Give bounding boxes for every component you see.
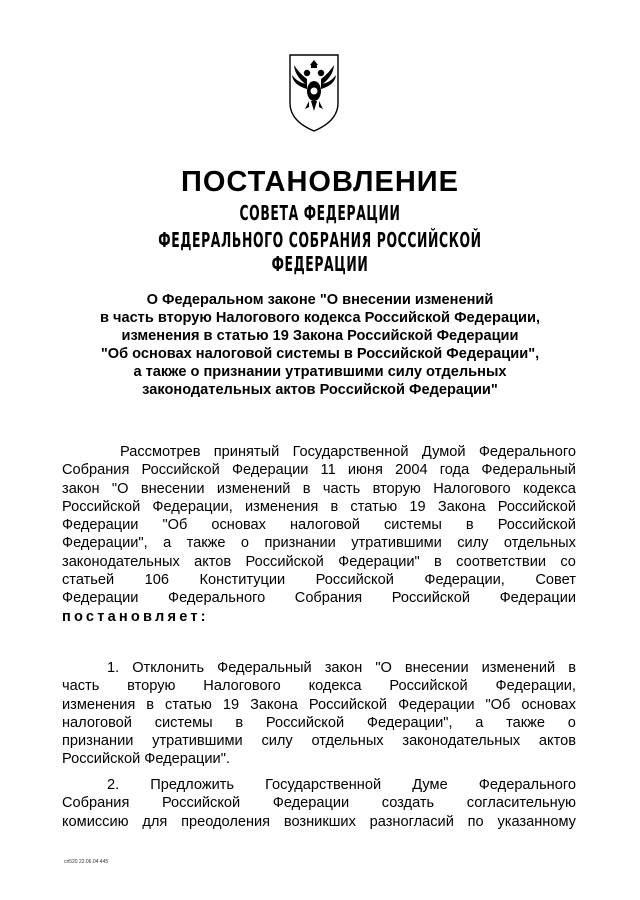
text-line xyxy=(62,480,576,498)
word: в xyxy=(465,517,474,534)
issuer-line-2: ФЕДЕРАЛЬНОГО СОБРАНИЯ РОССИЙСКОЙ ФЕДЕРАЦИИ xyxy=(158,228,482,276)
word: 2004 xyxy=(395,462,428,479)
word: в xyxy=(434,553,442,570)
word: законодательных xyxy=(62,553,180,570)
subject-line: О Федеральном законе "О внесении изменений xyxy=(146,292,494,308)
word: внесении xyxy=(404,660,469,676)
word: Федерации, xyxy=(424,572,505,589)
word: Федерации, xyxy=(152,498,233,515)
text-line xyxy=(62,608,576,626)
subject-line: а также о признании утратившими силу отдельных xyxy=(133,364,507,380)
word: Российской xyxy=(391,590,470,607)
text-line xyxy=(62,750,576,768)
word: Российской xyxy=(245,553,324,570)
text-line xyxy=(62,794,576,812)
word: принятый xyxy=(213,444,280,460)
word: Налогового xyxy=(433,480,511,497)
word: основах xyxy=(521,696,576,713)
word: разногласий xyxy=(369,813,454,830)
word: Федерации", xyxy=(62,535,148,552)
word: Российской xyxy=(497,517,576,534)
word: Федерации, xyxy=(495,678,576,695)
resolution-subject xyxy=(60,291,580,399)
subject-line: в часть вторую Налогового кодекса Российской Федерации, xyxy=(99,310,541,326)
word: Федерации xyxy=(62,517,139,534)
word: в xyxy=(302,480,311,497)
word: Предложить xyxy=(150,777,235,793)
word: Федерации xyxy=(398,696,475,713)
word: внесении xyxy=(140,480,205,497)
word: Думой xyxy=(421,444,466,460)
word: часть xyxy=(62,678,100,695)
item-1-paragraph xyxy=(62,659,576,769)
word: статью xyxy=(165,696,212,713)
word: Федерации xyxy=(272,795,350,812)
word: основах xyxy=(211,517,266,534)
word: Федерального xyxy=(168,590,266,607)
word: 2. xyxy=(107,777,120,793)
word: Федерации" xyxy=(338,553,420,570)
word: силу xyxy=(457,535,489,552)
word: изменений xyxy=(481,660,556,676)
word: Федерации", xyxy=(366,714,453,731)
word: по xyxy=(467,813,484,830)
word: в xyxy=(568,660,576,676)
word: Федерального xyxy=(478,444,576,460)
word: в xyxy=(146,696,155,713)
word: кодекса xyxy=(522,480,576,497)
word: комиссию xyxy=(62,813,129,830)
word: Собрания xyxy=(62,795,130,812)
subject-line: изменения в статью 19 Закона Российской Федерации xyxy=(121,328,519,344)
word: статьей xyxy=(62,572,115,589)
word: Конституции xyxy=(199,572,286,589)
text-line xyxy=(62,571,576,589)
word: июня xyxy=(347,462,383,479)
text-line xyxy=(62,498,576,516)
word: в xyxy=(330,498,339,515)
word: также xyxy=(186,535,226,552)
word: Российской xyxy=(62,498,141,515)
word: о xyxy=(240,535,250,552)
text-line-end: Российской Федерации". xyxy=(62,751,230,768)
text-line xyxy=(62,696,576,714)
text-line xyxy=(62,461,576,479)
double-headed-eagle-emblem-icon xyxy=(285,51,343,133)
word: законодательных xyxy=(402,733,521,750)
word: "О xyxy=(111,480,129,497)
word: актов xyxy=(538,733,576,750)
word: силу xyxy=(261,733,293,750)
word: года xyxy=(439,462,470,479)
word: согласительную xyxy=(466,795,576,812)
word: Федерации xyxy=(231,462,309,479)
word: изменения xyxy=(245,498,319,515)
text-line xyxy=(62,732,576,750)
word: Российской xyxy=(308,696,388,713)
document-code: сп520 22.06.04 445 xyxy=(64,859,109,865)
word: Закона xyxy=(437,498,486,515)
word: вторую xyxy=(127,678,176,695)
word: 106 xyxy=(144,572,170,589)
word: "О xyxy=(375,660,392,676)
word: возникших xyxy=(283,813,356,830)
word: 19 xyxy=(409,498,426,515)
word: Закона xyxy=(250,696,298,713)
word: также xyxy=(506,714,546,731)
item-2-paragraph xyxy=(62,776,576,831)
word: статью xyxy=(350,498,398,515)
word: Собрания xyxy=(294,590,363,607)
word: отдельных xyxy=(503,535,576,552)
word: Рассмотрев xyxy=(120,444,201,460)
text-line xyxy=(62,659,576,677)
text-line xyxy=(62,714,576,732)
word: 11 xyxy=(320,462,336,479)
word: Российской xyxy=(265,714,345,731)
word: Федерации xyxy=(62,590,139,607)
text-line xyxy=(62,443,576,461)
document-type-title: ПОСТАНОВЛЕНИЕ xyxy=(181,166,459,198)
word: Совет xyxy=(535,572,576,589)
text-line xyxy=(62,776,576,794)
word: часть xyxy=(322,480,361,497)
word: изменения xyxy=(62,696,136,713)
word: Федеральный xyxy=(217,660,312,676)
word: "Об xyxy=(485,696,511,713)
word: Отклонить xyxy=(132,660,205,676)
word: Федеральный xyxy=(481,462,576,479)
word: Российской xyxy=(497,498,576,515)
word: "Об xyxy=(162,517,188,534)
word: системы xyxy=(383,517,442,534)
word: закон xyxy=(62,480,100,497)
word: признании xyxy=(62,733,134,750)
word: актов xyxy=(194,553,232,570)
word: отдельных xyxy=(311,733,384,750)
word: Государственной xyxy=(292,444,409,460)
word: Российской xyxy=(141,462,220,479)
word: а xyxy=(163,535,172,552)
word: признании xyxy=(264,535,336,552)
issuer-line-1: СОВЕТА ФЕДЕРАЦИИ xyxy=(239,201,401,225)
word: закон xyxy=(324,660,363,676)
text-line xyxy=(62,534,576,552)
word: утратившими xyxy=(152,733,243,750)
word: Российской xyxy=(389,678,468,695)
text-line xyxy=(62,589,576,607)
word: вторую xyxy=(372,480,421,497)
subject-line: законодательных актов Российской Федерации" xyxy=(142,382,498,398)
text-line xyxy=(62,553,576,571)
word: со xyxy=(560,553,576,570)
word: в xyxy=(235,714,244,731)
word: 19 xyxy=(222,696,240,713)
word: 1. xyxy=(107,660,120,676)
resolution-verb: постановляет: xyxy=(62,608,209,625)
word: Российской xyxy=(315,572,394,589)
word: Собрания xyxy=(62,462,130,479)
word: налоговой xyxy=(62,714,132,731)
subject-line: "Об основах налоговой системы в Российской Федерации", xyxy=(100,346,540,362)
word: Думе xyxy=(412,777,448,793)
word: а xyxy=(475,714,484,731)
text-line xyxy=(62,813,576,831)
word: системы xyxy=(154,714,213,731)
preamble-paragraph xyxy=(62,443,576,626)
word: о xyxy=(567,714,576,731)
word: утратившими xyxy=(351,535,442,552)
word: кодекса xyxy=(308,678,362,695)
word: преодоления xyxy=(181,813,271,830)
word: налоговой xyxy=(290,517,360,534)
word: Государственной xyxy=(265,777,382,793)
word: изменений xyxy=(216,480,291,497)
word: соответствии xyxy=(456,553,546,570)
word: создать xyxy=(381,795,435,812)
word: Российской xyxy=(161,795,241,812)
word: Федерации xyxy=(499,590,576,607)
text-line xyxy=(62,677,576,695)
text-line xyxy=(62,516,576,534)
word: указанному xyxy=(497,813,576,830)
word: Налогового xyxy=(203,678,281,695)
word: для xyxy=(142,813,168,830)
word: Федерального xyxy=(478,777,576,793)
